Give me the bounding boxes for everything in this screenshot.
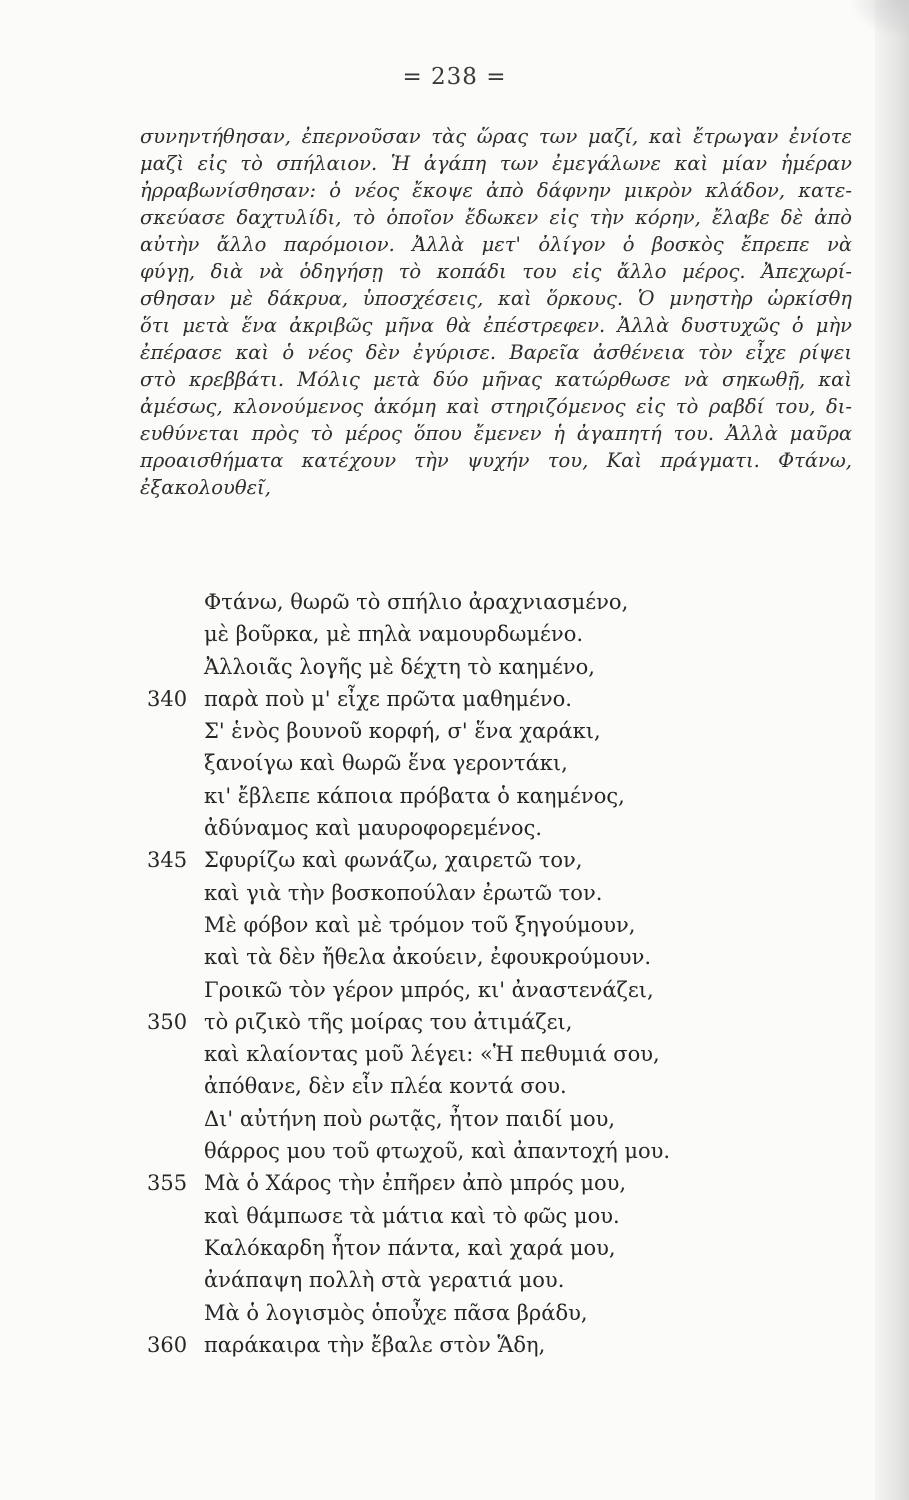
- prose-line: σκεύασε δαχτυλίδι, τὸ ὁποῖον ἔδωκεν εἰς τὴν κόρην, ἔλαβε δὲ ἀπὸ: [140, 206, 852, 229]
- verse-text: παρὰ ποὺ μ' εἶχε πρῶτα μαθημένο.: [204, 686, 572, 711]
- verse-line: [140, 1070, 860, 1102]
- verse-line: [140, 812, 860, 844]
- page-edge-shadow: [875, 0, 909, 1500]
- verse-text: Ἀλλοιᾶς λογῆς μὲ δέχτη τὸ καημένο,: [204, 654, 595, 679]
- verse-text: καὶ θάμπωσε τὰ μάτια καὶ τὸ φῶς μου.: [204, 1203, 620, 1228]
- prose-line: προαισθήματα κατέχουν τὴν ψυχήν του, Καὶ πράγματι. Φτάνω,: [140, 449, 852, 472]
- verse-line: [140, 651, 860, 683]
- prose-line: ἐξακολουθεῖ,: [140, 476, 271, 499]
- verse-text: καὶ κλαίοντας μοῦ λέγει: «Ἡ πεθυμιά σου,: [204, 1042, 660, 1067]
- prose-line: συνηντήθησαν, ἐπερνοῦσαν τὰς ὥρας των μαζί, καὶ ἔτρωγαν ἐνίοτε: [140, 125, 852, 148]
- verse-text: Σ' ἑνὸς βουνοῦ κορφή, σ' ἕνα χαράκι,: [204, 719, 601, 744]
- prose-line: ευθύνεται πρὸς τὸ μέρος ὅπου ἔμενεν ἡ ἀγαπητή του. Ἀλλὰ μαῦρα: [140, 422, 852, 445]
- poem-block: [140, 586, 860, 1361]
- verse-line: [140, 586, 860, 618]
- verse-text: ἀνάπαψη πολλὴ στὰ γερατιά μου.: [204, 1268, 565, 1293]
- verse-text: Γροικῶ τὸν γέρον μπρός, κι' ἀναστενάζει,: [204, 977, 654, 1002]
- verse-text: καὶ τὰ δὲν ἤθελα ἀκούειν, ἐφουκρούμουν.: [204, 945, 652, 970]
- verse-text: Δι' αὐτήνη ποὺ ρωτᾷς, ἦτον παιδί μου,: [204, 1106, 616, 1131]
- verse-text: μὲ βοῦρκα, μὲ πηλὰ ναμουρδωμένο.: [204, 622, 584, 647]
- verse-text: κι' ἔβλεπε κάποια πρόβατα ὁ καημένος,: [204, 783, 625, 808]
- verse-line: [140, 747, 860, 779]
- verse-line: [140, 1297, 860, 1329]
- verse-text: Σφυρίζω καὶ φωνάζω, χαιρετῶ τον,: [204, 848, 583, 873]
- verse-line: [140, 1200, 860, 1232]
- verse-text: θάρρος μου τοῦ φτωχοῦ, καὶ ἀπαντοχή μου.: [204, 1139, 671, 1164]
- prose-line: στὸ κρεββάτι. Μόλις μετὰ δύο μῆνας κατώρθωσε νὰ σηκωθῇ, καὶ: [140, 368, 852, 391]
- prose-line: φύγῃ, διὰ νὰ ὁδηγήσῃ τὸ κοπάδι του εἰς ἄλλο μέρος. Ἀπεχωρί-: [140, 260, 852, 283]
- page-number: = 238 =: [402, 64, 507, 90]
- verse-line: [140, 780, 860, 812]
- verse-line: [140, 844, 860, 876]
- verse-text: Μὰ ὁ Χάρος τὴν ἐπῆρεν ἀπὸ μπρός μου,: [204, 1171, 627, 1196]
- verse-text: παράκαιρα τὴν ἔβαλε στὸν Ἅδη,: [204, 1332, 546, 1357]
- verse-text: Μὲ φόβον καὶ μὲ τρόμον τοῦ ξηγούμουν,: [204, 912, 636, 937]
- prose-line: ἠρραβωνίσθησαν: ὁ νέος ἔκοψε ἀπὸ δάφνην μικρὸν κλάδον, κατε-: [140, 179, 852, 202]
- verse-line: [140, 941, 860, 973]
- verse-line: [140, 715, 860, 747]
- verse-line: [140, 618, 860, 650]
- verse-line: [140, 1232, 860, 1264]
- prose-line: σθησαν μὲ δάκρυα, ὑποσχέσεις, καὶ ὅρκους. Ὁ μνηστὴρ ὡρκίσθη: [140, 287, 852, 310]
- verse-text: Καλόκαρδη ἦτον πάντα, καὶ χαρά μου,: [204, 1235, 616, 1260]
- verse-text: Μὰ ὁ λογισμὸς ὁποὖχε πᾶσα βράδυ,: [204, 1300, 588, 1325]
- line-number: 340: [147, 686, 188, 711]
- verse-line: [140, 1006, 860, 1038]
- verse-line: [140, 683, 860, 715]
- verse-text: τὸ ριζικὸ τῆς μοίρας του ἀτιμάζει,: [204, 1009, 573, 1034]
- line-number: 355: [147, 1171, 188, 1196]
- prose-line: αὐτὴν ἄλλο παρόμοιον. Ἀλλὰ μετ' ὀλίγον ὁ βοσκὸς ἔπρεπε νὰ: [140, 233, 852, 256]
- verse-line: [140, 1103, 860, 1135]
- verse-text: καὶ γιὰ τὴν βοσκοπούλαν ἐρωτῶ τον.: [204, 880, 603, 905]
- verse-line: [140, 1038, 860, 1070]
- verse-text: ἀπόθανε, δὲν εἶν πλέα κοντά σου.: [204, 1074, 567, 1099]
- verse-line: [140, 909, 860, 941]
- page-corner-shadow: [849, 0, 909, 40]
- prose-line: ἐπέρασε καὶ ὁ νέος δὲν ἐγύρισε. Βαρεῖα ἀσθένεια τὸν εἶχε ρίψει: [140, 341, 852, 364]
- line-number: 345: [147, 848, 188, 873]
- verse-line: [140, 1135, 860, 1167]
- prose-paragraph: [140, 123, 852, 501]
- line-number: 350: [147, 1009, 188, 1034]
- verse-line: [140, 1264, 860, 1296]
- verse-text: ξανοίγω καὶ θωρῶ ἕνα γεροντάκι,: [204, 751, 568, 776]
- verse-line: [140, 974, 860, 1006]
- line-number: 360: [147, 1332, 188, 1357]
- verse-line: [140, 877, 860, 909]
- prose-line: μαζὶ εἰς τὸ σπήλαιον. Ἡ ἀγάπη των ἐμεγάλωνε καὶ μίαν ἡμέραν: [140, 152, 852, 175]
- verse-line: [140, 1329, 860, 1361]
- prose-line: ἀμέσως, κλονούμενος ἀκόμη καὶ στηριζόμενος εἰς τὸ ραβδί του, δι-: [140, 395, 852, 418]
- prose-line: ὅτι μετὰ ἕνα ἀκριβῶς μῆνα θὰ ἐπέστρεφεν. Ἀλλὰ δυστυχῶς ὁ μὴν: [140, 314, 852, 337]
- verse-text: Φτάνω, θωρῶ τὸ σπήλιο ἀραχνιασμένο,: [204, 590, 629, 614]
- verse-line: [140, 1167, 860, 1199]
- verse-text: ἀδύναμος καὶ μαυροφορεμένος.: [204, 816, 543, 841]
